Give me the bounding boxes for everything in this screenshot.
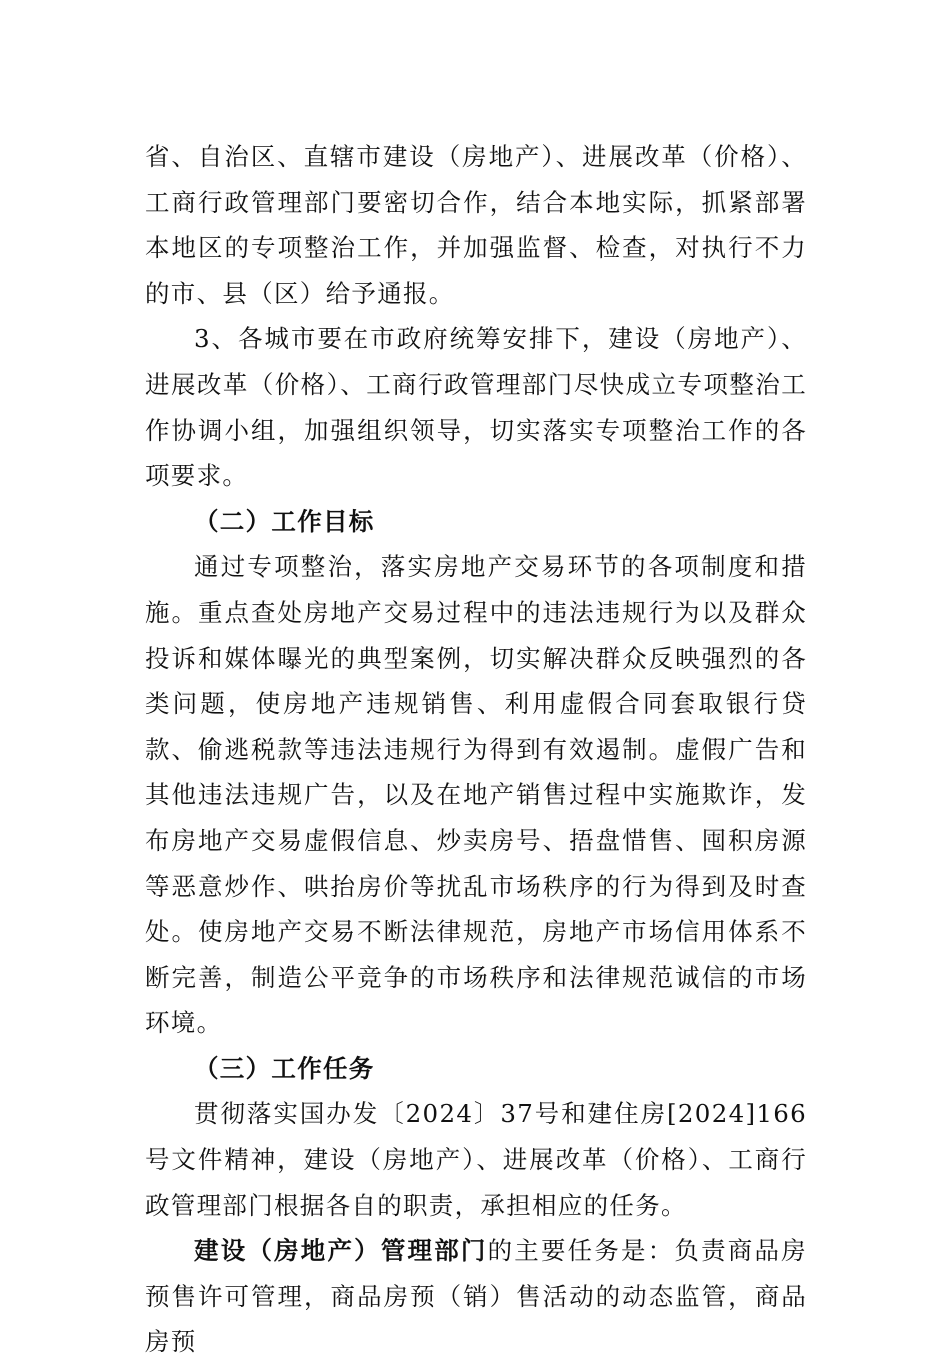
paragraph-work-goals: 通过专项整治，落实房地产交易环节的各项制度和措施。重点查处房地产交易过程中的违法违规行为以及群众投诉和媒体曝光的典型案例，切实解决群众反映强烈的各类问题，使房地产违规销售、利用虚假合同套取银行贷款、偷逃税款等违法违规行为得到有效遏制。虚假广告和其他违法违规广告，以及在地产销售过程中实施欺诈，发布房地产交易虚假信息、炒卖房号、捂盘惜售、囤积房源等恶意炒作、哄抬房价等扰乱市场秩序的行为得到及时查处。使房地产交易不断法律规范，房地产市场信用体系不断完善，制造公平竞争的市场秩序和法律规范诚信的市场环境。 [145,552,807,1038]
paragraph-coordination: 省、自治区、直辖市建设（房地产）、进展改革（价格）、工商行政管理部门要密切合作，结合本地实际，抓紧部署本地区的专项整治工作，并加强监督、检查，对执行不力的市、县（区）给予通报。 [145,142,807,308]
heading-work-tasks: （三）工作任务 [194,1053,375,1083]
housing-department-lead: 建设（房地产）管理部门 [194,1236,488,1266]
paragraph-work-tasks: 贯彻落实国办发〔2024〕37号和建住房[2024]166号文件精神，建设（房地产）、进展改革（价格）、工商行政管理部门根据各自的职责，承担相应的任务。 [145,1099,807,1220]
document-body [145,134,807,1365]
heading-work-goals: （二）工作目标 [194,506,375,536]
paragraph-housing-department-tasks [145,1228,807,1365]
housing-department-text: 的主要任务是：负责商品房预售许可管理，商品房预（销）售活动的动态监管，商品房预 [145,1236,807,1357]
paragraph-city-coordination: 3、各城市要在市政府统筹安排下，建设（房地产）、进展改革（价格）、工商行政管理部门尽快成立专项整治工作协调小组，加强组织领导，切实落实专项整治工作的各项要求。 [145,324,807,491]
